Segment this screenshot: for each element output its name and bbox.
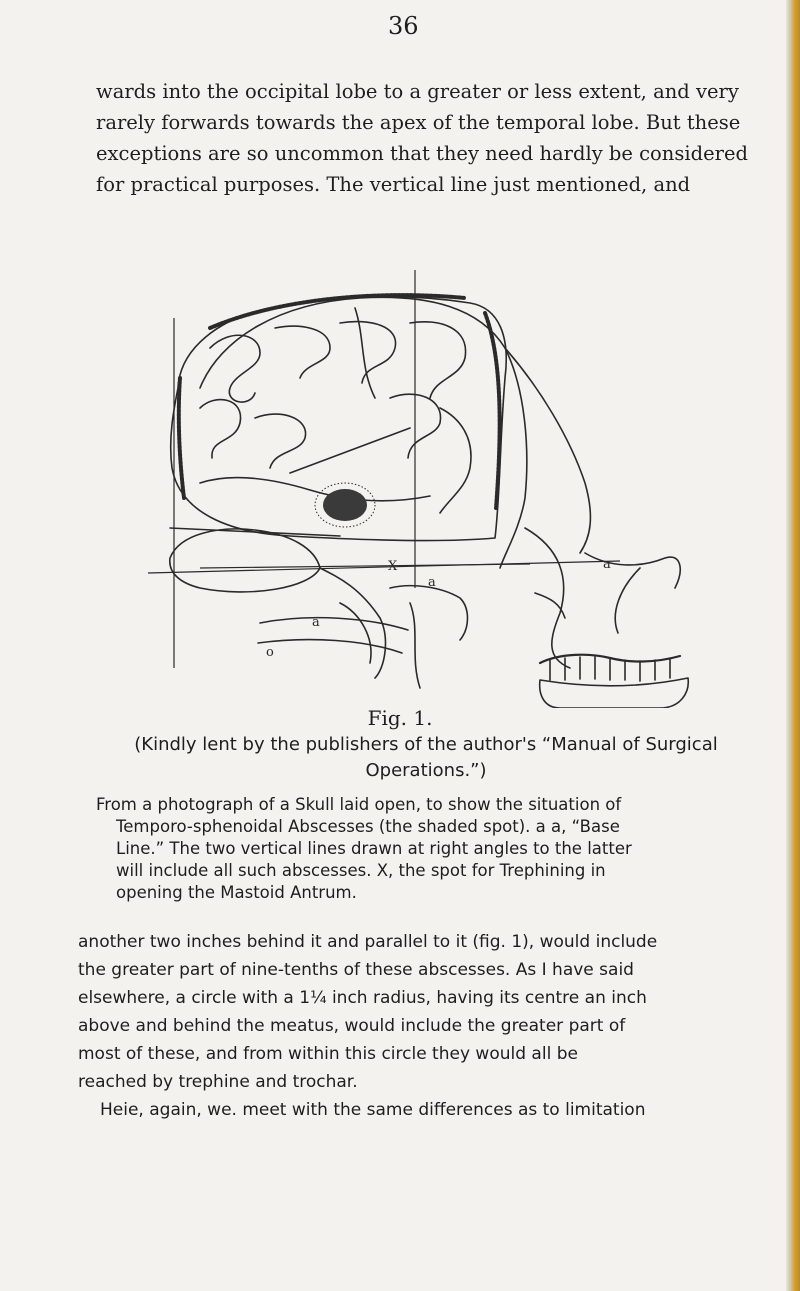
caption-line: Line.” The two vertical lines drawn at right angles to the latter bbox=[116, 839, 632, 858]
figure-credit bbox=[96, 732, 756, 784]
text-line: the greater part of nine-tenths of these abscesses. As I have said bbox=[78, 960, 634, 980]
caption-line: will include all such abscesses. X, the spot for Trephining in bbox=[116, 861, 606, 880]
convolution bbox=[275, 326, 330, 378]
pterygoid bbox=[410, 603, 420, 688]
text-line: most of these, and from within this circle they would all be bbox=[78, 1044, 578, 1064]
base-plate-lower bbox=[258, 640, 402, 653]
credit-line: (Kindly lent by the publishers of the author's “Manual of Surgical bbox=[134, 734, 718, 755]
zygomatic-arch bbox=[390, 586, 468, 640]
brain-top-edge bbox=[210, 295, 465, 328]
abscess-spot bbox=[315, 483, 375, 527]
figure-label: Fig. 1. bbox=[367, 706, 433, 730]
cerebellum bbox=[170, 529, 320, 592]
text-line: elsewhere, a circle with a 1¼ inch radius, having its centre an inch bbox=[78, 988, 647, 1008]
convolution bbox=[200, 400, 241, 458]
marker-o: o bbox=[266, 645, 274, 660]
text-line: wards into the occipital lobe to a greater or less extent, and very bbox=[96, 80, 739, 103]
face-bones bbox=[615, 568, 640, 633]
base-line bbox=[148, 561, 620, 573]
paragraph-bottom bbox=[78, 928, 738, 1124]
convolution bbox=[440, 408, 471, 513]
brain-front-edge bbox=[485, 313, 500, 508]
paragraph-top bbox=[96, 76, 748, 200]
convolution bbox=[255, 414, 306, 468]
marker-a: a bbox=[312, 615, 320, 630]
jaw bbox=[540, 678, 689, 708]
skull-figure bbox=[140, 268, 700, 708]
brain-back-edge bbox=[179, 378, 184, 498]
base-plate bbox=[260, 618, 408, 630]
text-line: another two inches behind it and parallel to it (fig. 1), would include bbox=[78, 932, 658, 952]
sylvian-fissure bbox=[290, 428, 410, 473]
page-edge bbox=[786, 0, 800, 1291]
convolution bbox=[340, 322, 396, 383]
text-line: reached by trephine and trochar. bbox=[78, 1072, 358, 1092]
convolution bbox=[210, 335, 260, 402]
convolution bbox=[200, 478, 430, 501]
marker-x: X bbox=[388, 559, 398, 574]
text-line: for practical purposes. The vertical line just mentioned, and bbox=[96, 173, 691, 196]
marker-a: a bbox=[603, 557, 611, 572]
text-line: exceptions are so uncommon that they need hardly be considered bbox=[96, 142, 748, 165]
convolution bbox=[410, 322, 466, 398]
text-line: above and behind the meatus, would include the greater part of bbox=[78, 1016, 626, 1036]
face-bones bbox=[585, 553, 680, 588]
text-line: rarely forwards towards the apex of the temporal lobe. But these bbox=[96, 111, 741, 134]
marker-a: a bbox=[428, 575, 436, 590]
ear-region bbox=[340, 603, 371, 663]
caption-line: opening the Mastoid Antrum. bbox=[116, 883, 357, 902]
face-bones bbox=[535, 593, 565, 618]
figure-caption bbox=[96, 794, 756, 904]
caption-line: Temporo-sphenoidal Abscesses (the shaded spot). a a, “Base bbox=[116, 817, 620, 836]
caption-line: From a photograph of a Skull laid open, to show the situation of bbox=[96, 795, 622, 814]
text-line: Heie, again, we. meet with the same differences as to limitation bbox=[100, 1100, 646, 1120]
credit-line: Operations.”) bbox=[365, 760, 487, 781]
page-number: 36 bbox=[388, 12, 419, 40]
